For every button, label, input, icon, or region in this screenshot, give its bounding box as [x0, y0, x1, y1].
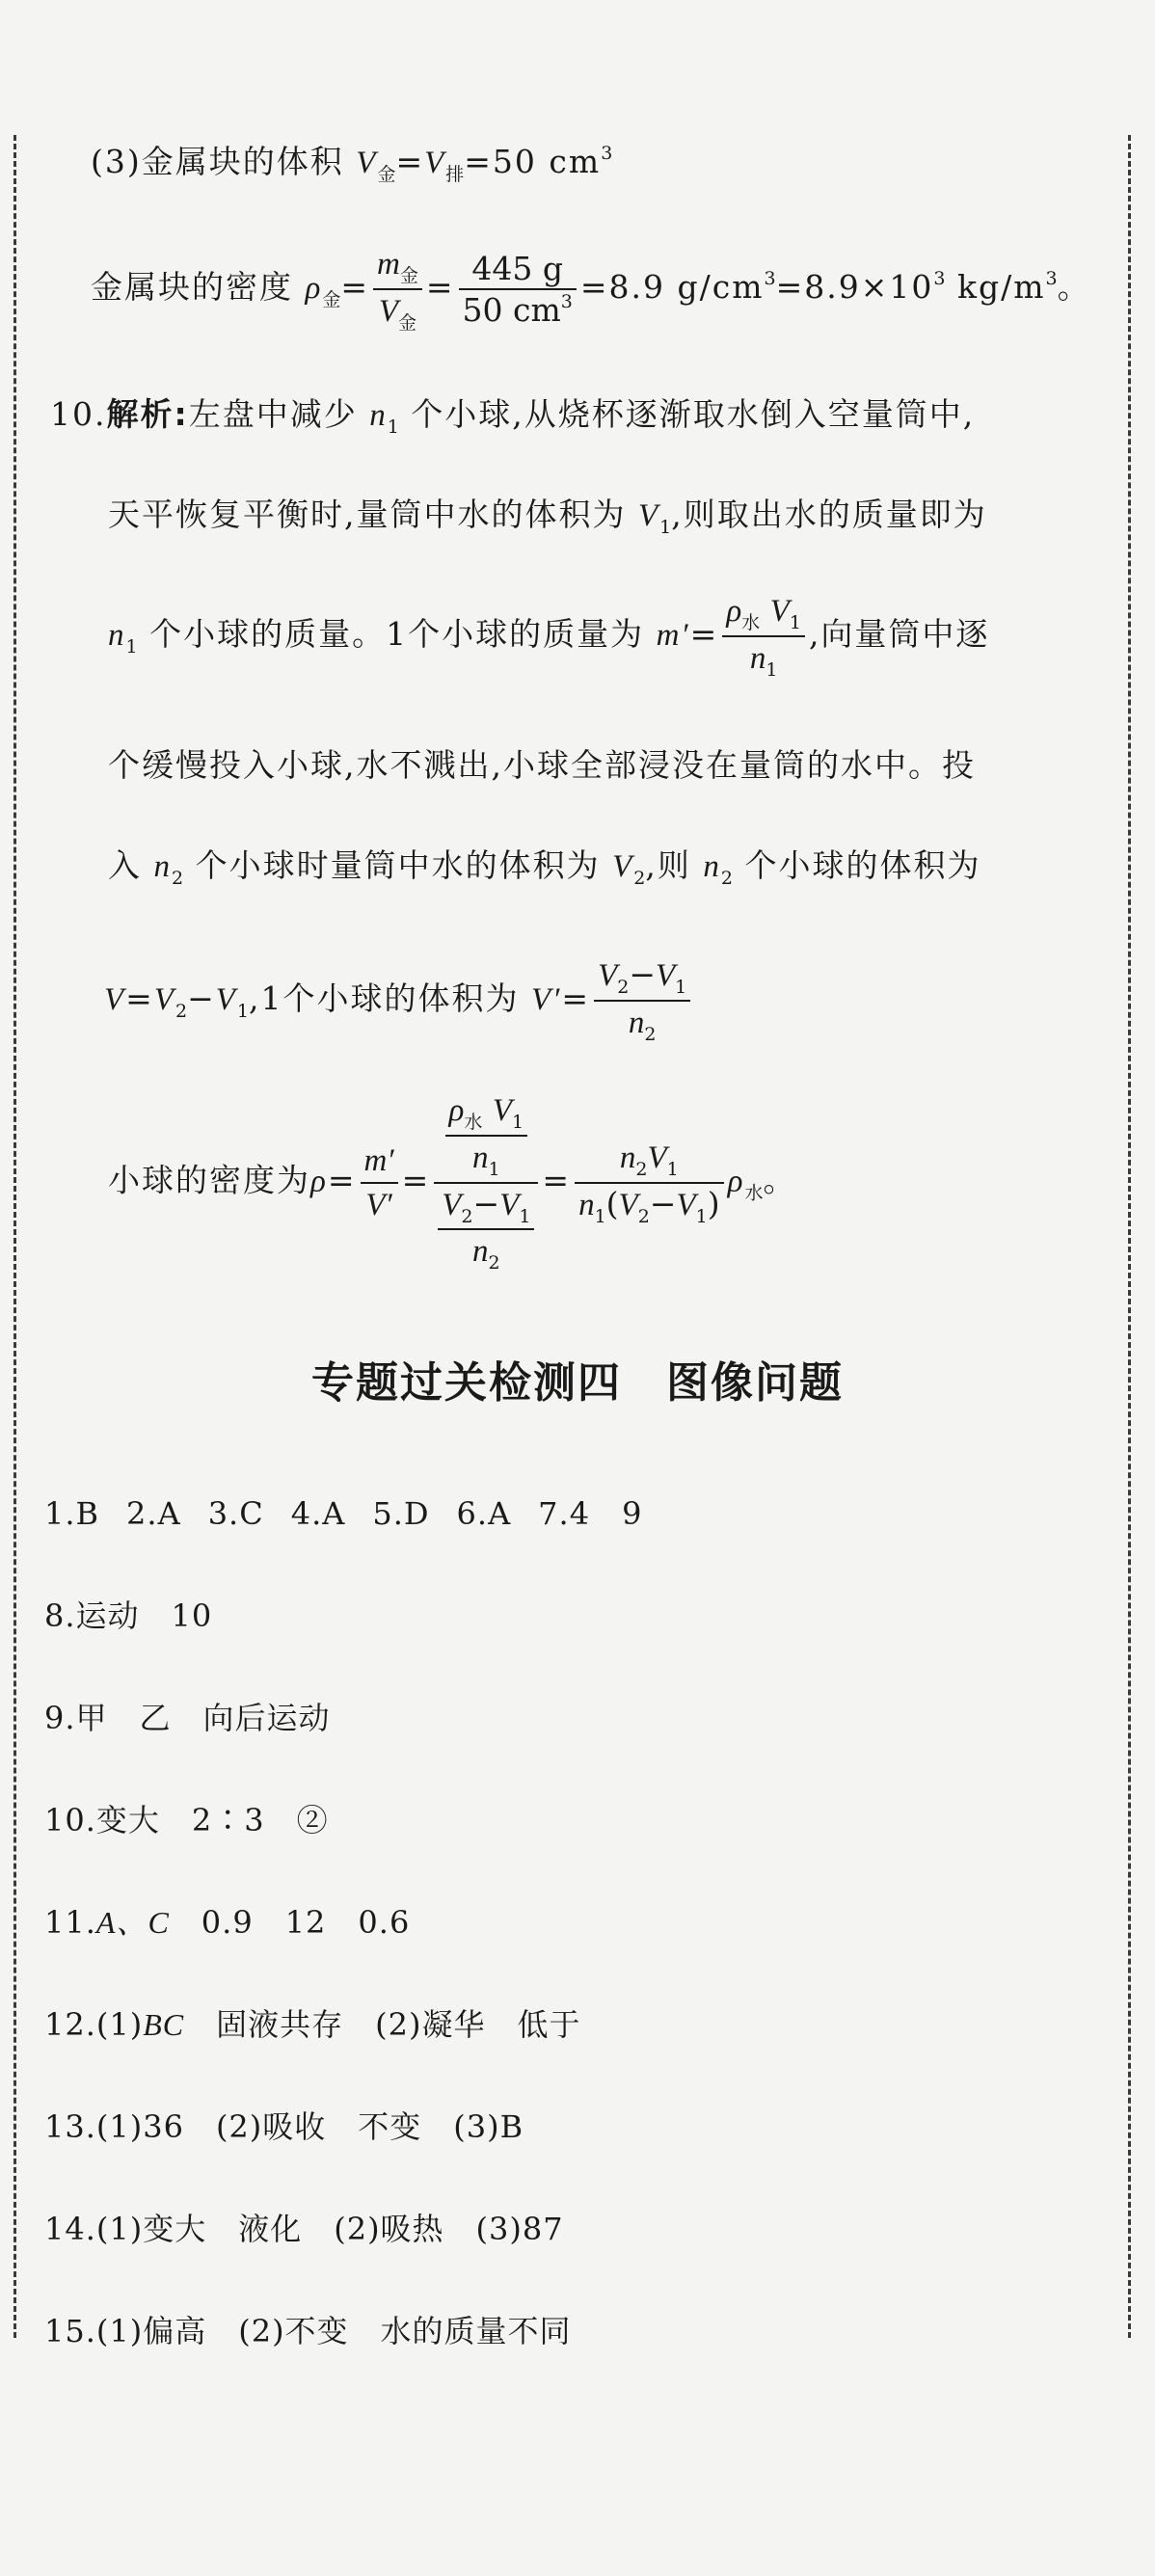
density-fraction-numeric: $\frac{445 g}{50 cm^3}$ [459, 249, 577, 331]
p10-line7: 小球的密度为ρ= $\frac{m'}{V'}$ = $\frac{\frac{\rho_水 V_1}{n_1}}{\frac{V_2-V_1}{n_2}}$ = $\frac{n_2V_1}{n_1(V_2-V_1)}$ $\rho_水$。 [108, 1089, 796, 1275]
ball-density-fraction-1: $\frac{m'}{V'}$ [361, 1140, 398, 1225]
p10-line4: 个缓慢投入小球,水不溅出,小球全部浸没在量筒的水中。投 [108, 746, 976, 784]
volume-line: (3)金属块的体积 $V_金=V_排=50$ $cm^3$ [91, 143, 613, 185]
answer-15: 15.(1)偏高 (2)不变 水的质量不同 [44, 2313, 572, 2349]
answer-12: 12.(1)BC 固液共存 (2)凝华 低于 [44, 2006, 581, 2043]
p10-line1: 10.解析:左盘中减少 $n_1$ 个小球,从烧杯逐渐取水倒入空量筒中, [50, 395, 976, 438]
section-title: 专题过关检测四 图像问题 [311, 1358, 844, 1408]
right-dashed-border [1128, 135, 1131, 2338]
left-dashed-border [13, 135, 16, 2338]
answer-11: 11.A、C 0.9 12 0.6 [44, 1904, 411, 1941]
answers-1-7: 1.B 2.A 3.C 4.A 5.D 6.A 7.4 9 [44, 1495, 643, 1532]
density-line: 金属块的密度 $\rho_金=$ $\frac{m_金}{V_金}$ = $\frac{445 g}{50 cm^3}$ =8.9 $g/cm^3=8.9\times 10^3$ $kg/m^3$。 [91, 243, 1091, 335]
ball-density-fraction-2: $\frac{\frac{\rho_水 V_1}{n_1}}{\frac{V_2-V_1}{n_2}}$ [434, 1089, 538, 1275]
ball-density-fraction-3: $\frac{n_2V_1}{n_1(V_2-V_1)}$ [575, 1137, 724, 1229]
p10-line2: 天平恢复平衡时,量筒中水的体积为 $V_1$,则取出水的质量即为 [108, 496, 987, 538]
ball-volume-fraction: $\frac{V_2-V_1}{n_2}$ [594, 954, 690, 1047]
p10-line6: $V=V_2-V_1,1$个小球的体积为 V′= $\frac{V_2-V_1}{n_2}$ [104, 954, 694, 1047]
p10-line3: $n_1$ 个小球的质量。1个小球的质量为 m′= $\frac{\rho_水 V_1}{n_1}$ ,向量筒中逐 [108, 590, 989, 683]
ball-mass-fraction: $\frac{\rho_水 V_1}{n_1}$ [722, 590, 805, 683]
answer-10: 10.变大 2∶3 ② [44, 1802, 329, 1838]
p10-line5: 入 $n_2$ 个小球时量筒中水的体积为 $V_2$,则 $n_2$ 个小球的体积为 [108, 846, 981, 889]
answer-14: 14.(1)变大 液化 (2)吸热 (3)87 [44, 2211, 564, 2247]
answer-9: 9.甲 乙 向后运动 [44, 1700, 331, 1736]
density-fraction-symbolic: $\frac{m_金}{V_金}$ [373, 243, 422, 335]
answer-8: 8.运动 10 [44, 1597, 213, 1634]
answer-13: 13.(1)36 (2)吸收 不变 (3)B [44, 2108, 524, 2145]
